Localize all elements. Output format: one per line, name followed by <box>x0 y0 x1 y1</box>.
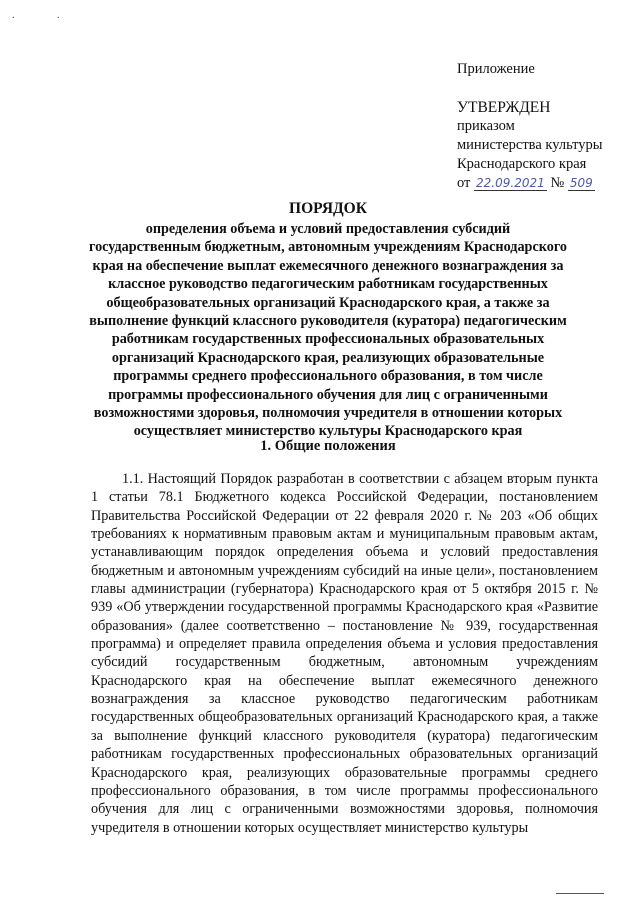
order-date-prefix: от <box>457 175 471 191</box>
approved-line: приказом <box>457 118 515 134</box>
annex-label: Приложение <box>457 61 535 77</box>
order-line <box>457 174 603 193</box>
approval-block <box>457 60 603 193</box>
section-heading: 1. Общие положения <box>260 438 396 454</box>
body-paragraph: 1.1. Настоящий Порядок разработан в соответствии с абзацем вторым пункта 1 статьи 78.1 Бюджетного кодекса Российской Федерации, постановлением Правительства Российской Федерации от 22 февраля 2020 г. № 203 «Об общих требованиях к нормативным правовым актам и муниципальным правовым актам, устанавливающим порядок определения объема и условий предоставления бюджетным и автономным учреждениям субсидий на иные цели», постановлением главы администрации (губернатора) Краснодарского края от 5 октября 2015 г. № 939 «Об утверждении государственной программы Краснодарского края «Развитие образования» (далее соответственно – постановление № 939, государственная программа) и определяет правила определения объема и условия предоставления субсидий государственным бюджетным, автономным учреждениям Краснодарского края на обеспечение выплат ежемесячного денежного вознаграждения за классное руководство педагогическим работникам государственных общеобразовательных организаций Краснодарского края, а также за выполнение функций классного руководителя (куратора) педагогическим работникам государственных профессиональных образовательных организаций Краснодарского края, реализующих образовательные программы среднего профессионального образования, в том числе программы профессионального обучения для лиц с ограниченными возможностями здоровья, полномочия учредителя в отношении которых осуществляет министерство культуры <box>91 471 598 836</box>
approved-line: Краснодарского края <box>457 156 587 172</box>
order-number-prefix: № <box>550 175 565 191</box>
title-subtitle: определения объема и условий предоставления субсидий государственным бюджетным, автономным учреждениям Краснодарского края на обеспечение выплат ежемесячного денежного вознаграждения за классное руководство педагогическим работникам государственных общеобразовательных организаций Краснодарского края, а также за выполнение функций классного руководителя (куратора) педагогическим работникам государственных профессиональных образовательных организаций Краснодарского края, реализующих образовательные программы среднего профессионального образования, в том числе программы профессионального обучения для лиц с ограниченными возможностями здоровья, полномочия учредителя в отношении которых осуществляет министерство культуры Краснодарского края <box>88 221 568 440</box>
approved-title: УТВЕРЖДЕН <box>457 99 551 116</box>
document-title <box>88 200 568 441</box>
footer-rule <box>556 893 604 894</box>
approved-line: министерства культуры <box>457 137 603 153</box>
title-heading: ПОРЯДОК <box>289 200 367 217</box>
scan-marks: . . <box>12 10 80 21</box>
order-date: 22.09.2021 <box>476 176 545 190</box>
order-number: 509 <box>569 176 593 190</box>
